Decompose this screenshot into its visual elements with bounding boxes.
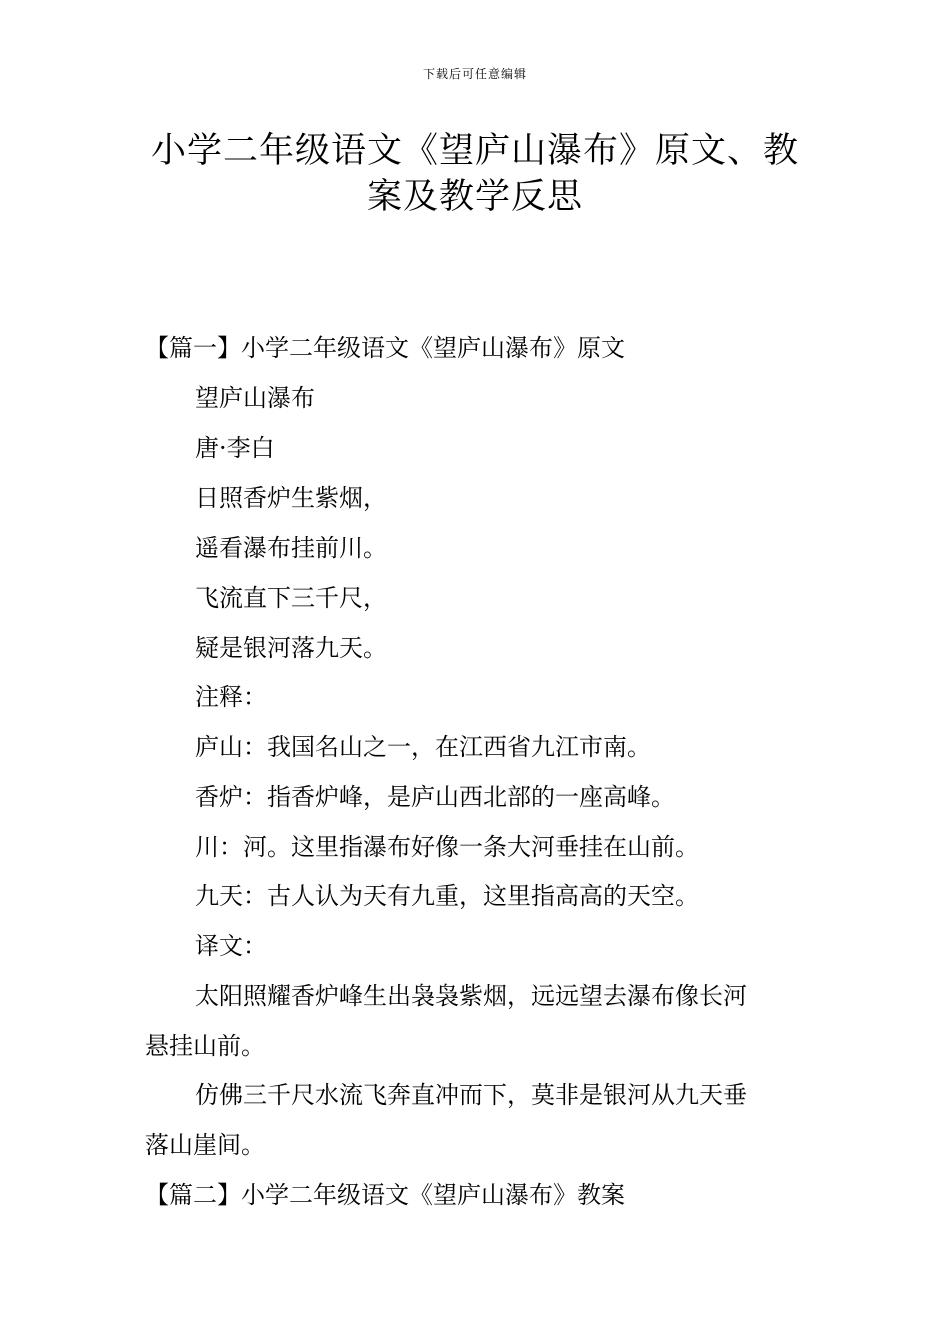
translation-label: 译文： [195, 932, 267, 960]
note-item: 川：河。这里指瀑布好像一条大河垂挂在山前。 [195, 833, 699, 861]
section-2-heading: 【篇二】小学二年级语文《望庐山瀑布》教案 [145, 1181, 625, 1209]
poem-line: 飞流直下三千尺， [195, 584, 387, 612]
note-item: 香炉：指香炉峰，是庐山西北部的一座高峰。 [195, 783, 675, 811]
document-title [120, 128, 830, 220]
download-editable-note: 下载后可任意编辑 [422, 67, 527, 81]
translation-paragraph-2-continued: 落山崖间。 [145, 1131, 265, 1159]
note-item: 庐山：我国名山之一，在江西省九江市南。 [195, 733, 651, 761]
translation-paragraph-2: 仿佛三千尺水流飞奔直冲而下，莫非是银河从九天垂 [195, 1081, 747, 1109]
poem-line: 日照香炉生紫烟， [195, 484, 387, 512]
title-line-1: 小学二年级语文《望庐山瀑布》原文、教 [150, 131, 799, 171]
translation-paragraph-1: 太阳照耀香炉峰生出袅袅紫烟，远远望去瀑布像长河 [195, 982, 747, 1010]
note-item: 九天：古人认为天有九重，这里指高高的天空。 [195, 882, 699, 910]
poem-title: 望庐山瀑布 [195, 384, 315, 412]
poem-author: 唐·李白 [195, 434, 275, 462]
translation-paragraph-1-continued: 悬挂山前。 [145, 1032, 265, 1060]
poem-line: 遥看瀑布挂前川。 [195, 534, 387, 562]
section-1-heading: 【篇一】小学二年级语文《望庐山瀑布》原文 [145, 334, 625, 362]
notes-label: 注释： [195, 683, 267, 711]
poem-line: 疑是银河落九天。 [195, 634, 387, 662]
title-line-2: 案及教学反思 [366, 177, 583, 217]
